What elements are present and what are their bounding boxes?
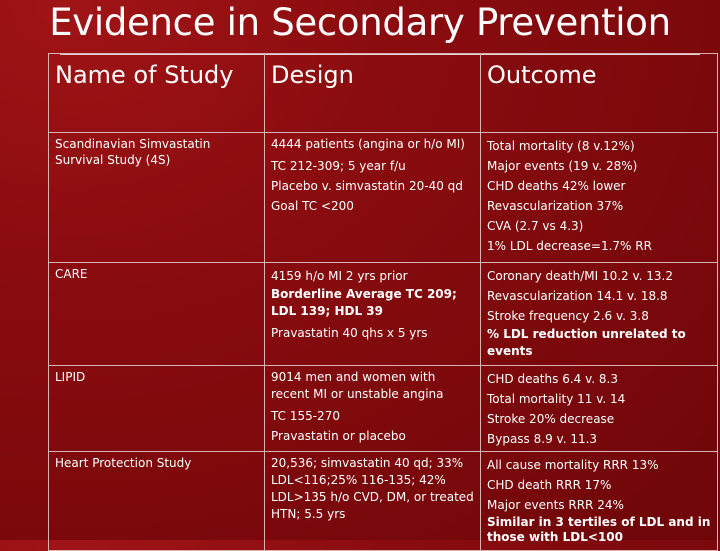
outcome-line: CHD deaths 6.4 v. 8.3: [487, 372, 618, 386]
outcome-line: All cause mortality RRR 13%: [487, 458, 659, 472]
study-name-cell: [49, 133, 265, 263]
outcome-line-bold: % LDL reduction unrelated to events: [487, 327, 686, 358]
study-name: CARE: [55, 267, 88, 281]
outcome-line: Stroke 20% decrease: [487, 412, 615, 426]
outcome-line: CHD death RRR 17%: [487, 478, 612, 492]
study-name-cell: [49, 452, 265, 551]
table-row: [49, 452, 718, 551]
table-row: [49, 133, 718, 263]
study-name-cell: [49, 366, 265, 452]
design-line: 4444 patients (angina or h/o MI): [271, 137, 465, 151]
table-header-row: [49, 54, 718, 133]
outcome-cell: [481, 263, 718, 366]
design-cell: [265, 263, 481, 366]
outcome-line: Major events RRR 24%: [487, 498, 624, 512]
outcome-line: Total mortality (8 v.12%): [487, 139, 635, 153]
outcome-line: Bypass 8.9 v. 11.3: [487, 432, 598, 446]
slide-title: Evidence in Secondary Prevention: [49, 1, 671, 44]
outcome-line: Total mortality 11 v. 14: [487, 392, 626, 406]
outcome-cell: [481, 133, 718, 263]
study-name-cell: [49, 263, 265, 366]
table-row: [49, 366, 718, 452]
design-line: Placebo v. simvastatin 20-40 qd: [271, 179, 463, 193]
header-design: Design: [265, 54, 481, 133]
study-name: Scandinavian Simvastatin Survival Study (4S): [55, 137, 211, 167]
outcome-line: Revascularization 37%: [487, 199, 624, 213]
outcome-line: Revascularization 14.1 v. 18.8: [487, 289, 668, 303]
outcome-line: Stroke frequency 2.6 v. 3.8: [487, 309, 649, 323]
header-outcome: Outcome: [481, 54, 718, 133]
table-row: [49, 263, 718, 366]
study-name: LIPID: [55, 370, 86, 384]
design-cell: [265, 366, 481, 452]
outcome-line: CHD deaths 42% lower: [487, 179, 626, 193]
design-line: Pravastatin or placebo: [271, 429, 406, 443]
evidence-table: [48, 53, 718, 551]
design-line: TC 155-270: [271, 409, 340, 423]
header-name-of-study: Name of Study: [49, 54, 265, 133]
design-line: 4159 h/o MI 2 yrs prior: [271, 269, 408, 283]
design-cell: [265, 133, 481, 263]
outcome-cell: [481, 366, 718, 452]
design-line: 20,536; simvastatin 40 qd; 33% LDL<116;25% 116-135; 42% LDL>135 h/o CVD, DM, or treated HTN; 5.5 yrs: [271, 456, 474, 521]
design-line: Pravastatin 40 qhs x 5 yrs: [271, 326, 428, 340]
outcome-line-bold: Similar in 3 tertiles of LDL and in those with LDL<100: [487, 515, 711, 544]
outcome-cell: [481, 452, 718, 551]
outcome-line: Coronary death/MI 10.2 v. 13.2: [487, 269, 674, 283]
study-name: Heart Protection Study: [55, 456, 192, 470]
design-line: Goal TC <200: [271, 199, 354, 213]
design-cell: [265, 452, 481, 551]
design-line: 9014 men and women with recent MI or unstable angina: [271, 370, 444, 401]
outcome-line: 1% LDL decrease=1.7% RR: [487, 239, 652, 253]
design-line-bold: Borderline Average TC 209; LDL 139; HDL 39: [271, 287, 457, 318]
outcome-line: CVA (2.7 vs 4.3): [487, 219, 584, 233]
design-line: TC 212-309; 5 year f/u: [271, 159, 406, 173]
outcome-line: Major events (19 v. 28%): [487, 159, 638, 173]
